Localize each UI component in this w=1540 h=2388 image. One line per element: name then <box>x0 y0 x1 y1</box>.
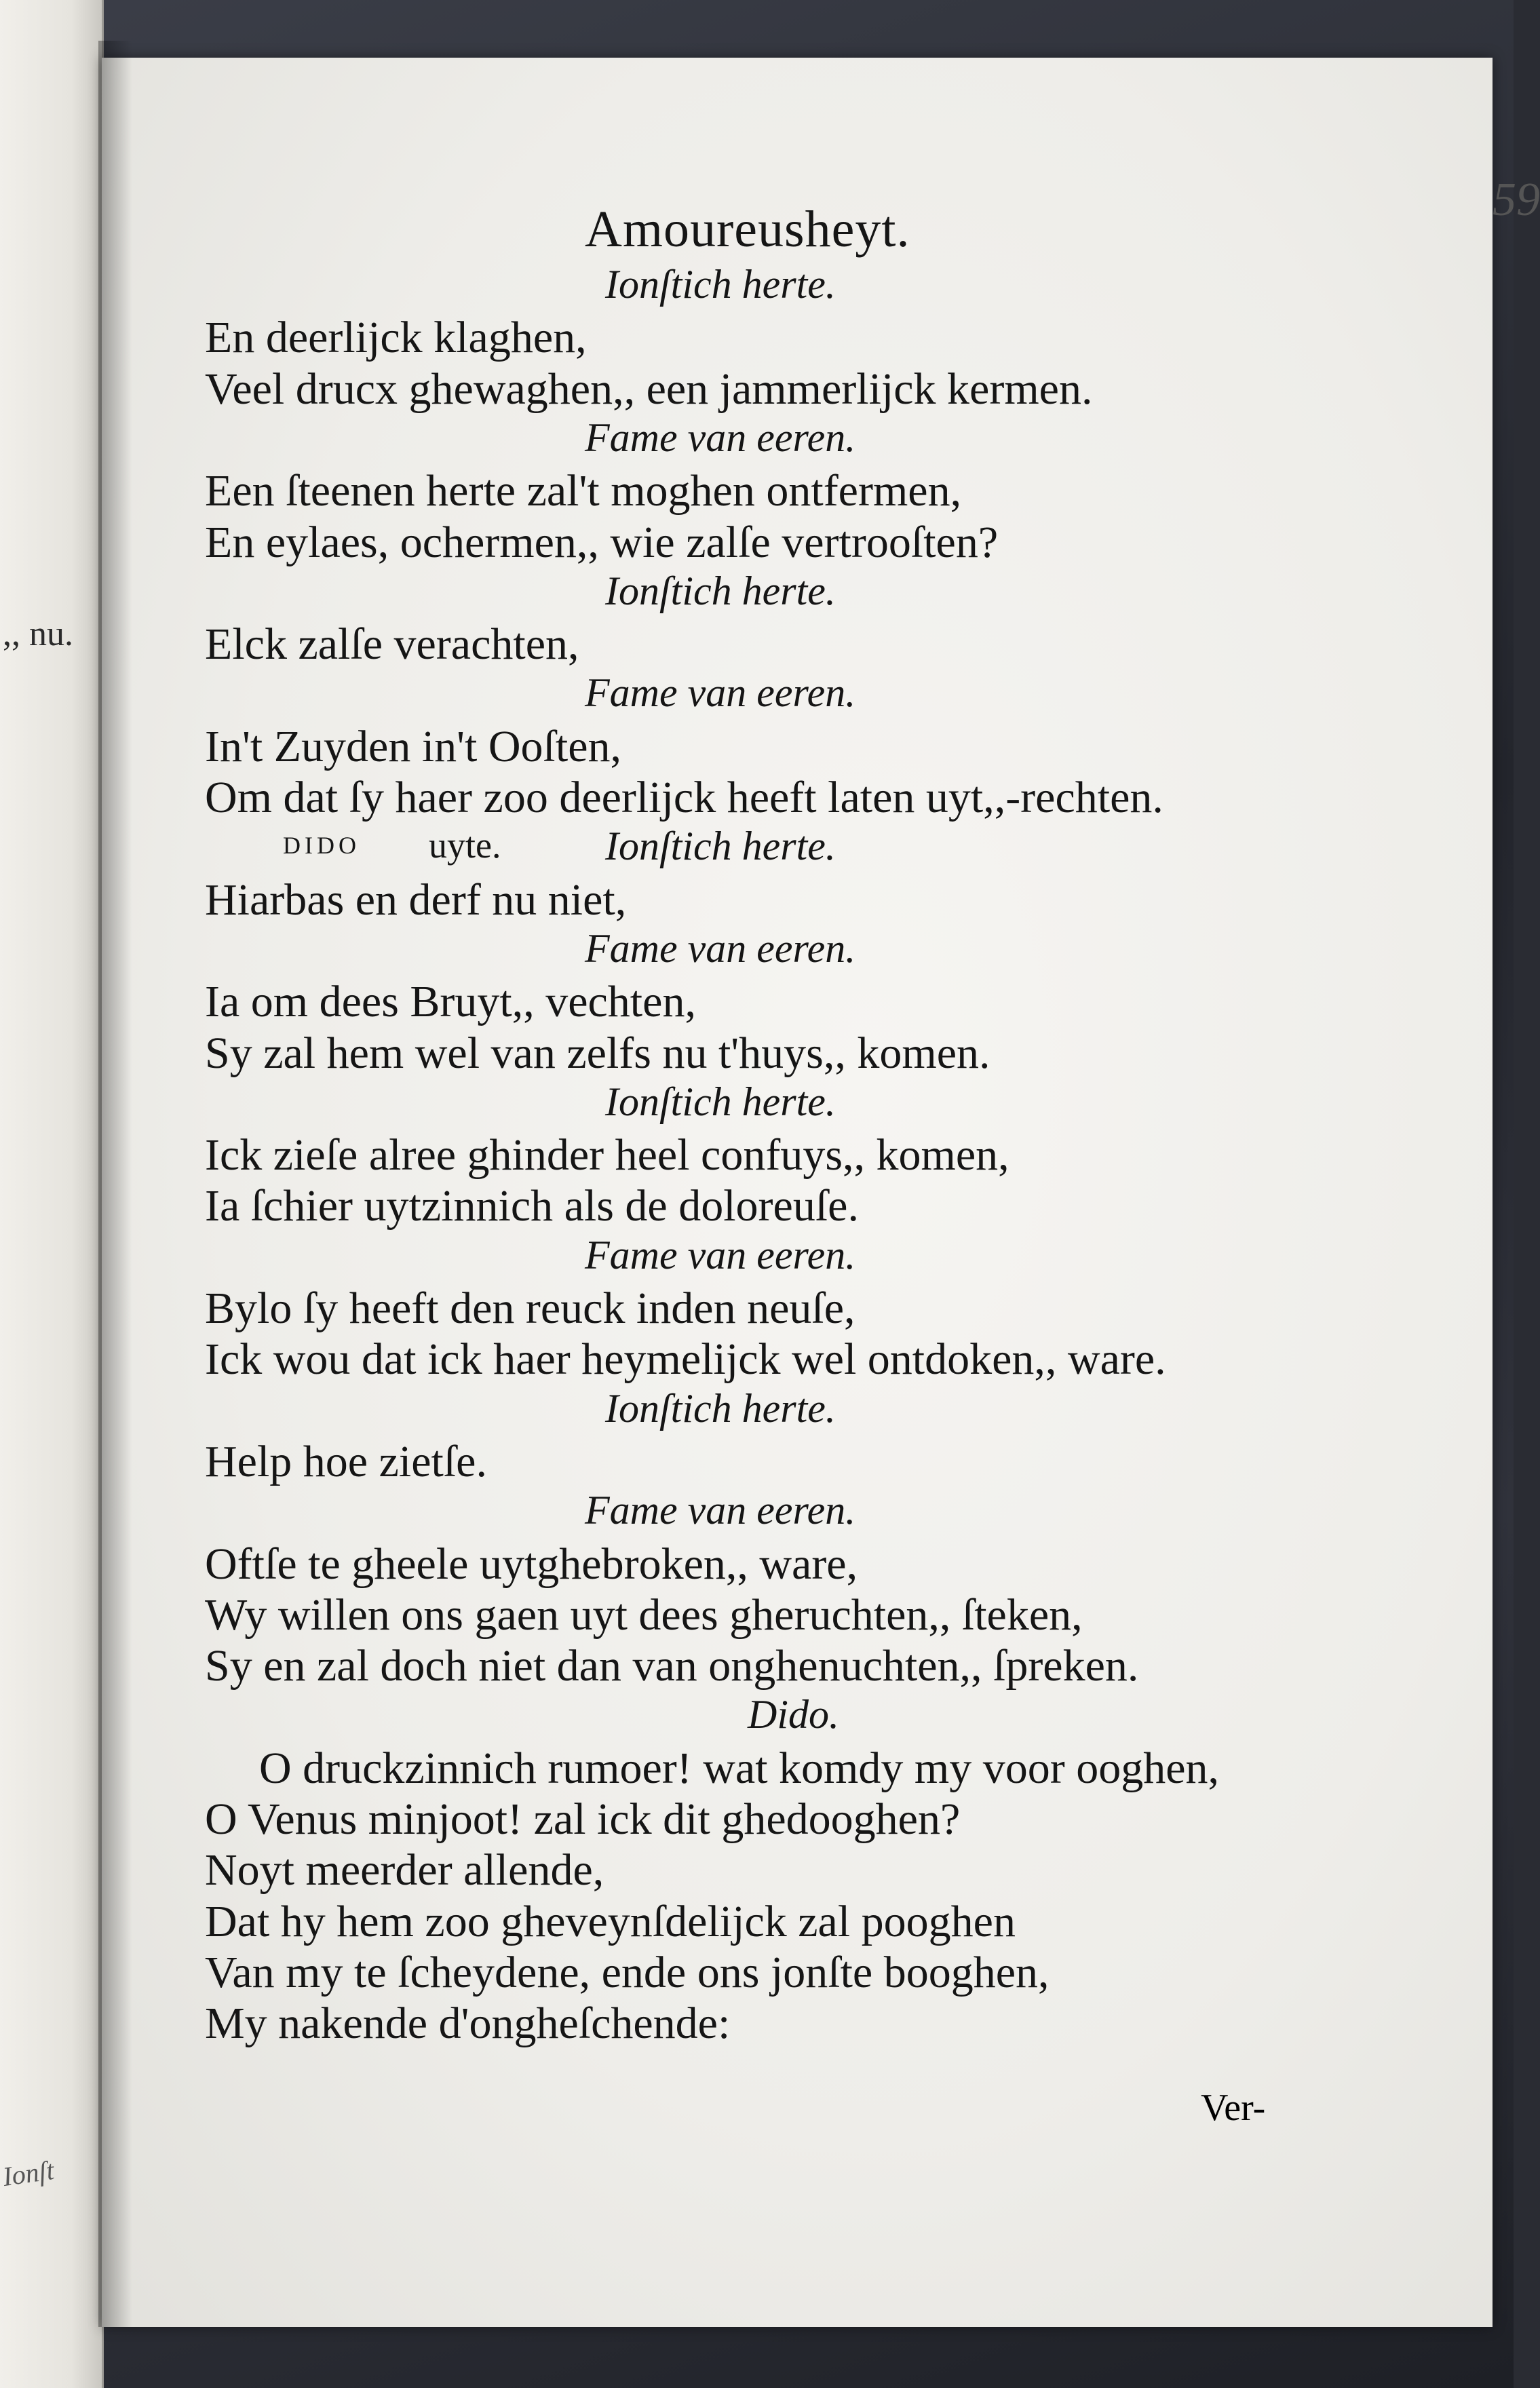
verse-line: Ia ſchier uytzinnich als de doloreuſe. <box>205 1181 859 1231</box>
catchword: Ver- <box>1201 2087 1266 2129</box>
speaker-name: Ionſtich herte. <box>605 1079 836 1124</box>
speaker-name: Fame van eeren. <box>585 670 856 716</box>
verse-line: Help hoe zietſe. <box>205 1436 487 1486</box>
speaker-name: Fame van eeren. <box>585 1232 856 1277</box>
running-head: Amoureusheyt. <box>585 201 910 258</box>
gutter-shadow <box>98 41 132 2327</box>
verse-line: Ia om dees Bruyt,, vechten, <box>205 977 696 1027</box>
verse-line: Sy en zal doch niet dan van onghenuchten,, ſpreken. <box>205 1641 1139 1691</box>
verse-line: Bylo ſy heeft den reuck inden neuſe, <box>205 1284 855 1333</box>
facing-page-edge <box>0 0 104 2388</box>
folio-number: 59 <box>1493 174 1540 226</box>
stage-direction-text: uyte. <box>429 825 501 866</box>
verse-line: O druckzinnich rumoer! wat komdy my voor ooghen, <box>259 1743 1220 1793</box>
verse-line: Ick zieſe alree ghinder heel confuys,, komen, <box>205 1130 1009 1180</box>
verse-line: Om dat ſy haer zoo deerlijck heeft laten uyt,,-rechten. <box>205 773 1163 822</box>
verse-line: Sy zal hem wel van zelfs nu t'huys,, komen. <box>205 1028 990 1078</box>
verse-line: Ick wou dat ick haer heymelijck wel ontdoken,, ware. <box>205 1334 1166 1385</box>
verse-line: Van my te ſcheydene, ende ons jonſte booghen, <box>205 1947 1050 1997</box>
verse-line: En eylaes, ochermen,, wie zalſe vertrooſten? <box>205 517 999 567</box>
verse-line: My nakende d'ongheſchende: <box>205 1999 731 2049</box>
speaker-name: Fame van eeren. <box>585 415 856 460</box>
facing-page-fragment-bottom: Ionſt <box>1 2154 56 2193</box>
verse-line: Hiarbas en derf nu niet, <box>205 874 627 925</box>
verse-line: O Venus minjoot! zal ick dit ghedooghen? <box>205 1794 961 1844</box>
verse-line: Oftſe te gheele uytghebroken,, ware, <box>205 1539 858 1589</box>
verse-line: Noyt meerder allende, <box>205 1845 604 1895</box>
speaker-name: Ionſtich herte. <box>605 1385 836 1431</box>
speaker-name: Ionſtich herte. <box>605 824 836 869</box>
speaker-name: Ionſtich herte. <box>605 568 836 613</box>
verse-line: En deerlijck klaghen, <box>205 313 587 363</box>
verse-line: Een ſteenen herte zal't moghen ontfermen, <box>205 466 962 516</box>
verse-line: Veel drucx ghewaghen,, een jammerlijck kermen. <box>205 364 1093 414</box>
speaker-name: Fame van eeren. <box>585 1488 856 1533</box>
speaker-name: Ionſtich herte. <box>605 262 836 307</box>
stage-direction-name: DIDO <box>283 832 360 860</box>
speaker-name: Dido. <box>748 1692 839 1737</box>
verse-line: In't Zuyden in't Ooſten, <box>205 721 622 771</box>
speaker-name: Fame van eeren. <box>585 925 856 971</box>
verse-line: Dat hy hem zoo gheveynſdelijck zal pooghen <box>205 1896 1016 1946</box>
verse-line: Elck zalſe verachten, <box>205 619 579 670</box>
book-page <box>102 58 1540 2327</box>
verse-line: Wy willen ons gaen uyt dees gheruchten,, ſteken, <box>205 1590 1083 1640</box>
facing-page-fragment: ,, nu. <box>3 615 73 653</box>
